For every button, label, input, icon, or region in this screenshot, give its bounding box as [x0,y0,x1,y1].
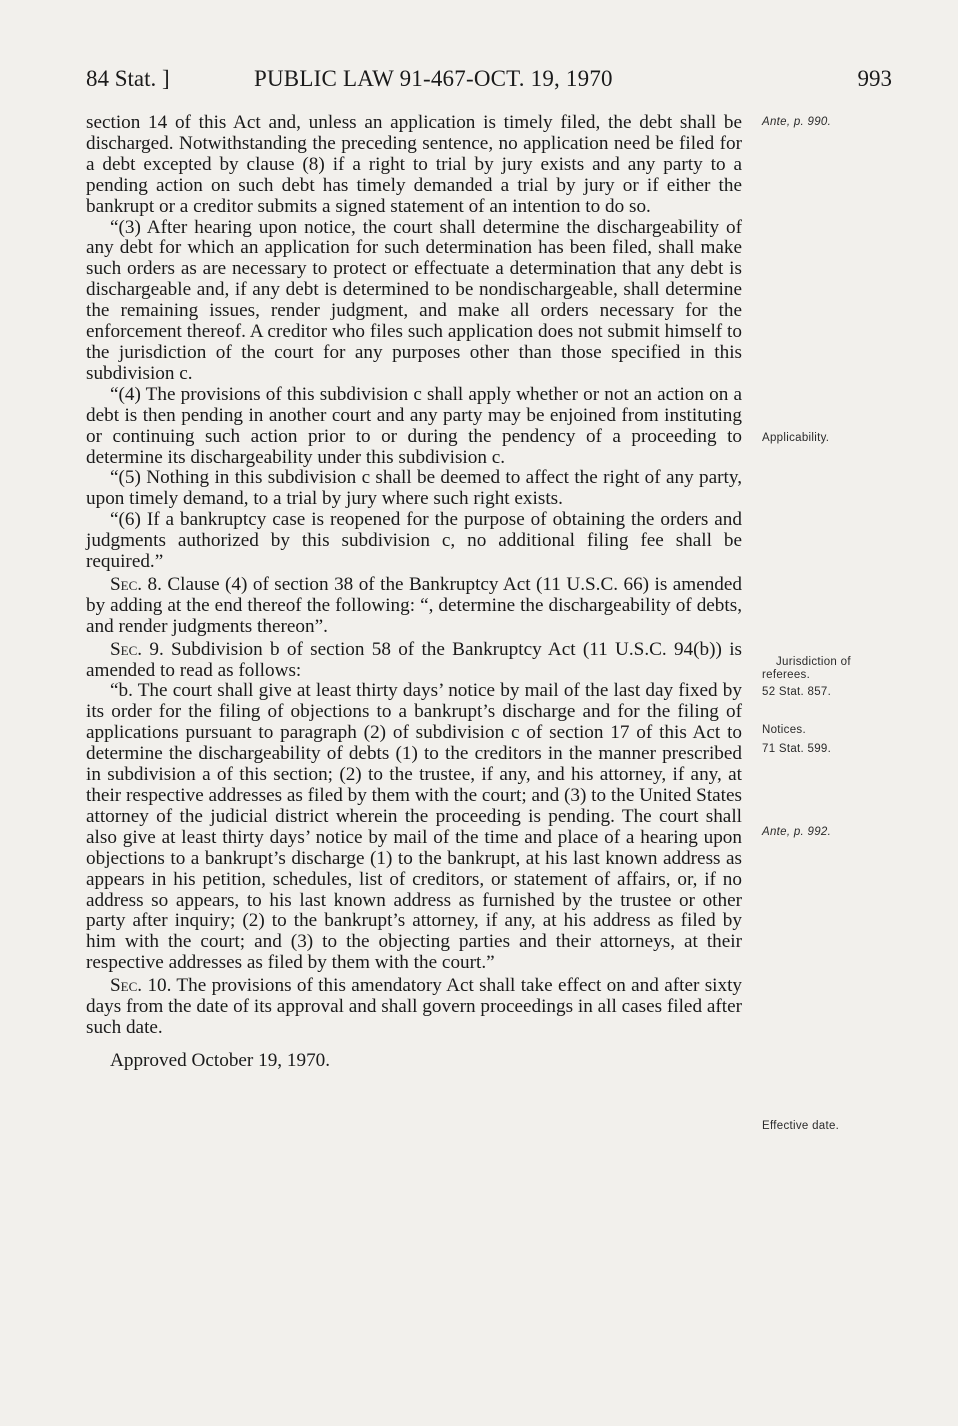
section-8-text: 8. Clause (4) of section 38 of the Bankruptcy Act (11 U.S.C. 66) is amended by adding at the end thereof the following: “, determine the dischargeability of debts, and render judgments thereon”. [86,573,743,637]
section-label: Sec. [110,573,143,595]
approved-date: Approved October 19, 1970. [110,1049,331,1071]
margin-note-jurisdiction [762,656,892,682]
paragraph-section-9 [86,640,742,682]
paragraph-continuation: section 14 of this Act and, unless an application is timely filed, the debt shall be discharged. Notwithstanding the preceding sentence, no application need be filed for a debt excepted by clause (8) if a right to trial by jury exists and any party to a pending action on such debt has timely demanded a trial by jury or if either the bankrupt or a creditor submits a signed statement of an intention to do so. [86,112,742,217]
margin-note-effective-date: Effective date. [762,1120,840,1132]
margin-note-stat-599: 71 Stat. 599. [762,743,832,755]
section-label: Sec. [110,975,143,997]
page-header [86,66,892,100]
margin-note-ante-992: Ante, p. 992. [762,826,832,838]
margin-note-applicability: Applicability. [762,432,830,444]
section-10-text: 10. The provisions of this amendatory Act shall take effect on and after sixty days from the date of its approval and shall govern proceedings in all cases filed after such date. [86,975,743,1038]
margin-note-notices: Notices. [762,724,806,736]
margin-note-jurisdiction-line2: referees. [762,669,811,681]
paragraph-subsection-5: “(5) Nothing in this subdivision c shall be deemed to affect the right of any party, upon timely demand, to a trial by jury where such right exists. [86,467,742,510]
paragraph-subdivision-b: “b. The court shall give at least thirty days’ notice by mail of the last day fixed by its order for the filing of objections to a bankrupt’s discharge and for the filing of applications pursuant to paragraph (2) of subdivision c of section 17 of this Act to determine the dischargeability of debts (1) to the creditors in the manner prescribed in subdivision a of this section; (2) to the trustee, if any, and his attorney, if any, at their respective addresses as filed by them with the court; and (3) to the United States attorney of the judicial district wherein the proceeding is pending. The court shall also give at least thirty days’ notice by mail of the time and place of a hearing upon objections to a bankrupt’s discharge (1) to the bankrupt, at his last known address as appears in his petition, schedules, list of creditors, or statement of affairs, or, if no address so appears, to his last known address as furnished by the trustee or other party after inquiry; (2) to the bankrupt’s attorney, if any, at his address as filed by him with the court; and (3) to the objecting parties and their attorneys, at their respective addresses as filed by them with the court.” [86,680,742,974]
paragraph-section-8 [86,575,742,638]
paragraph-subsection-6: “(6) If a bankruptcy case is reopened for the purpose of obtaining the orders and judgments authorized by this subdivision c, no additional filing fee shall be required.” [86,509,742,573]
section-label: Sec. [110,638,143,660]
margin-note-jurisdiction-line1: Jurisdiction of [776,656,851,668]
header-volume: 84 Stat. ] [86,66,170,91]
header-title: PUBLIC LAW 91-467-OCT. 19, 1970 [254,66,613,91]
paragraph-subsection-3: “(3) After hearing upon notice, the court shall determine the dischargeability of any debt for which an application for such determination has been filed, shall make such orders as are necessary to protect or effectuate a determination that any debt is dischargeable and, if any debt is determined to be nondischargeable, shall determine the remaining issues, render judgment, and make all orders necessary for the enforcement thereof. A creditor who files such application does not submit himself to the jurisdiction of the court for any purposes other than those specified in this subdivision c. [86,216,742,384]
paragraph-subsection-4: “(4) The provisions of this subdivision c shall apply whether or not an action on a debt is then pending in another court and any party may be enjoined from instituting or continuing such action prior to or during the pendency of a proceeding to determine its dischargeability under this subdivision c. [86,383,742,468]
margin-note-stat-857: 52 Stat. 857. [762,686,832,698]
paragraph-section-10 [86,976,742,1039]
margin-note-ante-990: Ante, p. 990. [762,116,832,128]
header-page-number: 993 [857,66,892,91]
body-text [86,113,742,1072]
section-9-text: 9. Subdivision b of section 58 of the Bankruptcy Act (11 U.S.C. 94(b)) is amended to read as follows: [86,638,743,681]
